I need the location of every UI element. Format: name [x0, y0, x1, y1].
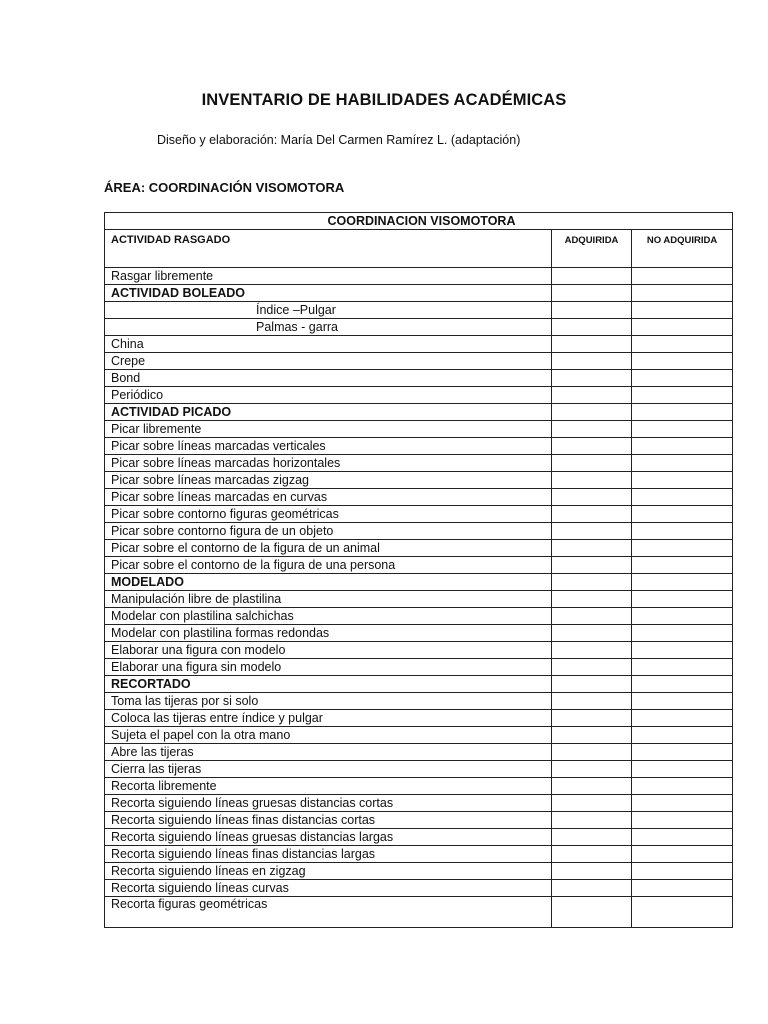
not-acquired-cell[interactable]: [632, 676, 733, 693]
acquired-cell[interactable]: [552, 710, 632, 727]
acquired-cell[interactable]: [552, 829, 632, 846]
activity-label: Picar sobre contorno figuras geométricas: [105, 506, 552, 523]
not-acquired-cell[interactable]: [632, 472, 733, 489]
acquired-cell[interactable]: [552, 540, 632, 557]
activity-label: Cierra las tijeras: [105, 761, 552, 778]
document-title: INVENTARIO DE HABILIDADES ACADÉMICAS: [201, 91, 567, 109]
not-acquired-cell[interactable]: [632, 268, 733, 285]
activity-label: Modelar con plastilina formas redondas: [105, 625, 552, 642]
activity-label: Picar sobre el contorno de la figura de un animal: [105, 540, 552, 557]
acquired-cell[interactable]: [552, 438, 632, 455]
acquired-cell[interactable]: [552, 625, 632, 642]
not-acquired-cell[interactable]: [632, 574, 733, 591]
activity-label: Picar sobre líneas marcadas verticales: [105, 438, 552, 455]
activity-label: Recorta siguiendo líneas finas distancias cortas: [105, 812, 552, 829]
acquired-cell[interactable]: [552, 353, 632, 370]
not-acquired-cell[interactable]: [632, 642, 733, 659]
activity-label: Abre las tijeras: [105, 744, 552, 761]
acquired-cell[interactable]: [552, 472, 632, 489]
acquired-cell[interactable]: [552, 591, 632, 608]
activity-label: Recorta siguiendo líneas curvas: [105, 880, 552, 897]
not-acquired-cell[interactable]: [632, 302, 733, 319]
area-heading: ÁREA: COORDINACIÓN VISOMOTORA: [104, 180, 345, 195]
column-header-acquired: ADQUIRIDA: [552, 230, 632, 268]
activity-label: Periódico: [105, 387, 552, 404]
not-acquired-cell[interactable]: [632, 506, 733, 523]
table-row: [105, 319, 733, 336]
table-row: [105, 659, 733, 676]
activity-label: Picar libremente: [105, 421, 552, 438]
activity-label: Picar sobre líneas marcadas horizontales: [105, 455, 552, 472]
table-row: [105, 302, 733, 319]
acquired-cell[interactable]: [552, 761, 632, 778]
not-acquired-cell[interactable]: [632, 625, 733, 642]
not-acquired-cell[interactable]: [632, 285, 733, 302]
not-acquired-cell[interactable]: [632, 880, 733, 897]
not-acquired-cell[interactable]: [632, 438, 733, 455]
section-row: [105, 676, 733, 693]
table-row: [105, 625, 733, 642]
table-row: [105, 608, 733, 625]
acquired-cell[interactable]: [552, 642, 632, 659]
table-row: [105, 455, 733, 472]
acquired-cell[interactable]: [552, 268, 632, 285]
table-row: [105, 268, 733, 285]
not-acquired-cell[interactable]: [632, 710, 733, 727]
table-row: [105, 897, 733, 928]
activity-label: Sujeta el papel con la otra mano: [105, 727, 552, 744]
activity-label: Toma las tijeras por si solo: [105, 693, 552, 710]
acquired-cell[interactable]: [552, 608, 632, 625]
acquired-cell[interactable]: [552, 421, 632, 438]
table-row: [105, 727, 733, 744]
acquired-cell[interactable]: [552, 693, 632, 710]
acquired-cell[interactable]: [552, 778, 632, 795]
activity-label: Picar sobre el contorno de la figura de una persona: [105, 557, 552, 574]
not-acquired-cell[interactable]: [632, 404, 733, 421]
acquired-cell[interactable]: [552, 727, 632, 744]
table-row: [105, 506, 733, 523]
acquired-cell[interactable]: [552, 744, 632, 761]
table-row: [105, 523, 733, 540]
table-row: [105, 387, 733, 404]
acquired-cell[interactable]: [552, 523, 632, 540]
not-acquired-cell[interactable]: [632, 829, 733, 846]
acquired-cell[interactable]: [552, 285, 632, 302]
not-acquired-cell[interactable]: [632, 540, 733, 557]
activity-label: Manipulación libre de plastilina: [105, 591, 552, 608]
acquired-cell[interactable]: [552, 880, 632, 897]
not-acquired-cell[interactable]: [632, 387, 733, 404]
table-row: [105, 880, 733, 897]
activity-label: Picar sobre contorno figura de un objeto: [105, 523, 552, 540]
activity-label: Elaborar una figura con modelo: [105, 642, 552, 659]
not-acquired-cell[interactable]: [632, 812, 733, 829]
acquired-cell[interactable]: [552, 489, 632, 506]
not-acquired-cell[interactable]: [632, 336, 733, 353]
acquired-cell[interactable]: [552, 455, 632, 472]
not-acquired-cell[interactable]: [632, 319, 733, 336]
activity-label: Recorta figuras geométricas: [105, 897, 552, 928]
not-acquired-cell[interactable]: [632, 744, 733, 761]
author-credit: Diseño y elaboración: María Del Carmen Ramírez L. (adaptación): [157, 133, 521, 147]
activity-label: Picar sobre líneas marcadas zigzag: [105, 472, 552, 489]
not-acquired-cell[interactable]: [632, 863, 733, 880]
activity-label: Elaborar una figura sin modelo: [105, 659, 552, 676]
table-row: [105, 846, 733, 863]
activity-label: Recorta libremente: [105, 778, 552, 795]
section-label: ACTIVIDAD BOLEADO: [105, 285, 552, 302]
table-row: [105, 370, 733, 387]
table-row: [105, 795, 733, 812]
table-row: [105, 540, 733, 557]
section-label: MODELADO: [105, 574, 552, 591]
not-acquired-cell[interactable]: [632, 523, 733, 540]
section-row: [105, 574, 733, 591]
table-header: COORDINACION VISOMOTORA: [105, 213, 733, 230]
not-acquired-cell[interactable]: [632, 370, 733, 387]
acquired-cell[interactable]: [552, 812, 632, 829]
acquired-cell[interactable]: [552, 506, 632, 523]
not-acquired-cell[interactable]: [632, 693, 733, 710]
activity-label: Recorta siguiendo líneas en zigzag: [105, 863, 552, 880]
acquired-cell[interactable]: [552, 676, 632, 693]
table-row: [105, 812, 733, 829]
acquired-cell[interactable]: [552, 795, 632, 812]
not-acquired-cell[interactable]: [632, 421, 733, 438]
acquired-cell[interactable]: [552, 302, 632, 319]
acquired-cell[interactable]: [552, 336, 632, 353]
not-acquired-cell[interactable]: [632, 761, 733, 778]
activity-label: Recorta siguiendo líneas gruesas distancias largas: [105, 829, 552, 846]
table-row: [105, 829, 733, 846]
table-row: [105, 778, 733, 795]
table-row: [105, 591, 733, 608]
column-header-activity: ACTIVIDAD RASGADO: [105, 230, 552, 268]
section-label: ACTIVIDAD PICADO: [105, 404, 552, 421]
table-row: [105, 353, 733, 370]
table-row: [105, 557, 733, 574]
table-row: [105, 336, 733, 353]
table-row: [105, 438, 733, 455]
acquired-cell[interactable]: [552, 557, 632, 574]
table-row: [105, 421, 733, 438]
skills-table: [104, 212, 733, 928]
column-header-not-acquired: NO ADQUIRIDA: [632, 230, 733, 268]
column-header-row: [105, 230, 733, 268]
section-row: [105, 285, 733, 302]
activity-label: Índice –Pulgar: [105, 302, 552, 319]
table-row: [105, 489, 733, 506]
not-acquired-cell[interactable]: [632, 557, 733, 574]
table-row: [105, 642, 733, 659]
not-acquired-cell[interactable]: [632, 897, 733, 928]
section-row: [105, 404, 733, 421]
table-row: [105, 710, 733, 727]
table-row: [105, 693, 733, 710]
table-row: [105, 472, 733, 489]
activity-label: Crepe: [105, 353, 552, 370]
acquired-cell[interactable]: [552, 370, 632, 387]
acquired-cell[interactable]: [552, 846, 632, 863]
acquired-cell[interactable]: [552, 897, 632, 928]
not-acquired-cell[interactable]: [632, 659, 733, 676]
activity-label: Palmas - garra: [105, 319, 552, 336]
activity-label: China: [105, 336, 552, 353]
section-label: RECORTADO: [105, 676, 552, 693]
acquired-cell[interactable]: [552, 659, 632, 676]
acquired-cell[interactable]: [552, 387, 632, 404]
not-acquired-cell[interactable]: [632, 353, 733, 370]
not-acquired-cell[interactable]: [632, 489, 733, 506]
activity-label: Recorta siguiendo líneas gruesas distancias cortas: [105, 795, 552, 812]
not-acquired-cell[interactable]: [632, 846, 733, 863]
activity-label: Modelar con plastilina salchichas: [105, 608, 552, 625]
acquired-cell[interactable]: [552, 404, 632, 421]
not-acquired-cell[interactable]: [632, 591, 733, 608]
acquired-cell[interactable]: [552, 863, 632, 880]
activity-label: Recorta siguiendo líneas finas distancias largas: [105, 846, 552, 863]
not-acquired-cell[interactable]: [632, 727, 733, 744]
not-acquired-cell[interactable]: [632, 608, 733, 625]
acquired-cell[interactable]: [552, 574, 632, 591]
acquired-cell[interactable]: [552, 319, 632, 336]
not-acquired-cell[interactable]: [632, 795, 733, 812]
table-row: [105, 863, 733, 880]
table-row: [105, 761, 733, 778]
table-header-row: [105, 213, 733, 230]
not-acquired-cell[interactable]: [632, 455, 733, 472]
activity-label: Bond: [105, 370, 552, 387]
activity-label: Picar sobre líneas marcadas en curvas: [105, 489, 552, 506]
activity-label: Coloca las tijeras entre índice y pulgar: [105, 710, 552, 727]
not-acquired-cell[interactable]: [632, 778, 733, 795]
table-row: [105, 744, 733, 761]
activity-label: Rasgar libremente: [105, 268, 552, 285]
